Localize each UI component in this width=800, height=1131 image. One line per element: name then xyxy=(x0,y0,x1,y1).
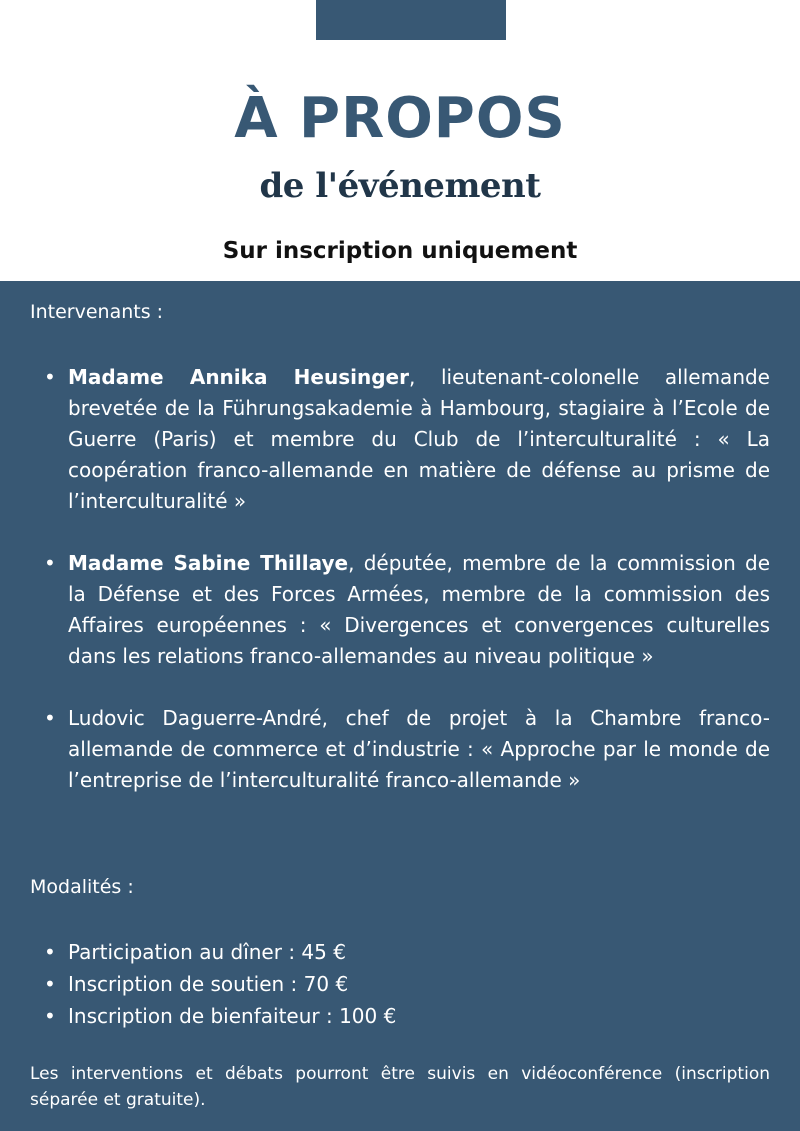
speaker-name: Madame Annika Heusinger xyxy=(68,365,409,389)
speaker-details: , lieutenant-colonelle allemande brevetée de la Führungsakademie à Hambourg, stagiaire à l’Ecole de Guerre (Paris) et membre du Club de l’interculturalité : « La coopération franco-allemande en matière de défense au prisme de l’interculturalité » xyxy=(68,365,770,513)
fee-item: • Inscription de bienfaiteur : 100 € xyxy=(68,1000,770,1032)
speaker-details: Ludovic Daguerre-André, chef de projet à la Chambre franco-allemande de commerce et d’industrie : « Approche par le monde de l’entreprise de l’interculturalité franco-allemande » xyxy=(68,706,770,792)
speaker-item xyxy=(68,548,770,672)
fee-item: • Participation au dîner : 45 € xyxy=(68,936,770,968)
page-subtitle: de l'événement xyxy=(259,166,541,206)
details-panel xyxy=(0,281,800,1131)
footer-note: Les interventions et débats pourront être suivis en vidéoconférence (inscription séparée et gratuite). xyxy=(30,1064,770,1110)
fees-list xyxy=(68,936,770,1032)
speaker-name: Madame Sabine Thillaye xyxy=(68,551,349,575)
fee-item: • Inscription de soutien : 70 € xyxy=(68,968,770,1000)
speakers-list xyxy=(68,362,770,827)
registration-note: Sur inscription uniquement xyxy=(222,238,578,264)
top-accent-bar xyxy=(316,0,506,40)
page-title: À PROPOS xyxy=(234,86,566,151)
speakers-label: Intervenants : xyxy=(30,301,164,323)
speaker-item xyxy=(68,362,770,517)
speaker-details: , députée, membre de la commission de la Défense et des Forces Armées, membre de la commission des Affaires européennes : « Divergences et convergences culturelles dans les relations franco-allemandes au niveau politique » xyxy=(68,551,770,668)
modalities-label: Modalités : xyxy=(30,876,134,898)
speaker-item xyxy=(68,703,770,796)
